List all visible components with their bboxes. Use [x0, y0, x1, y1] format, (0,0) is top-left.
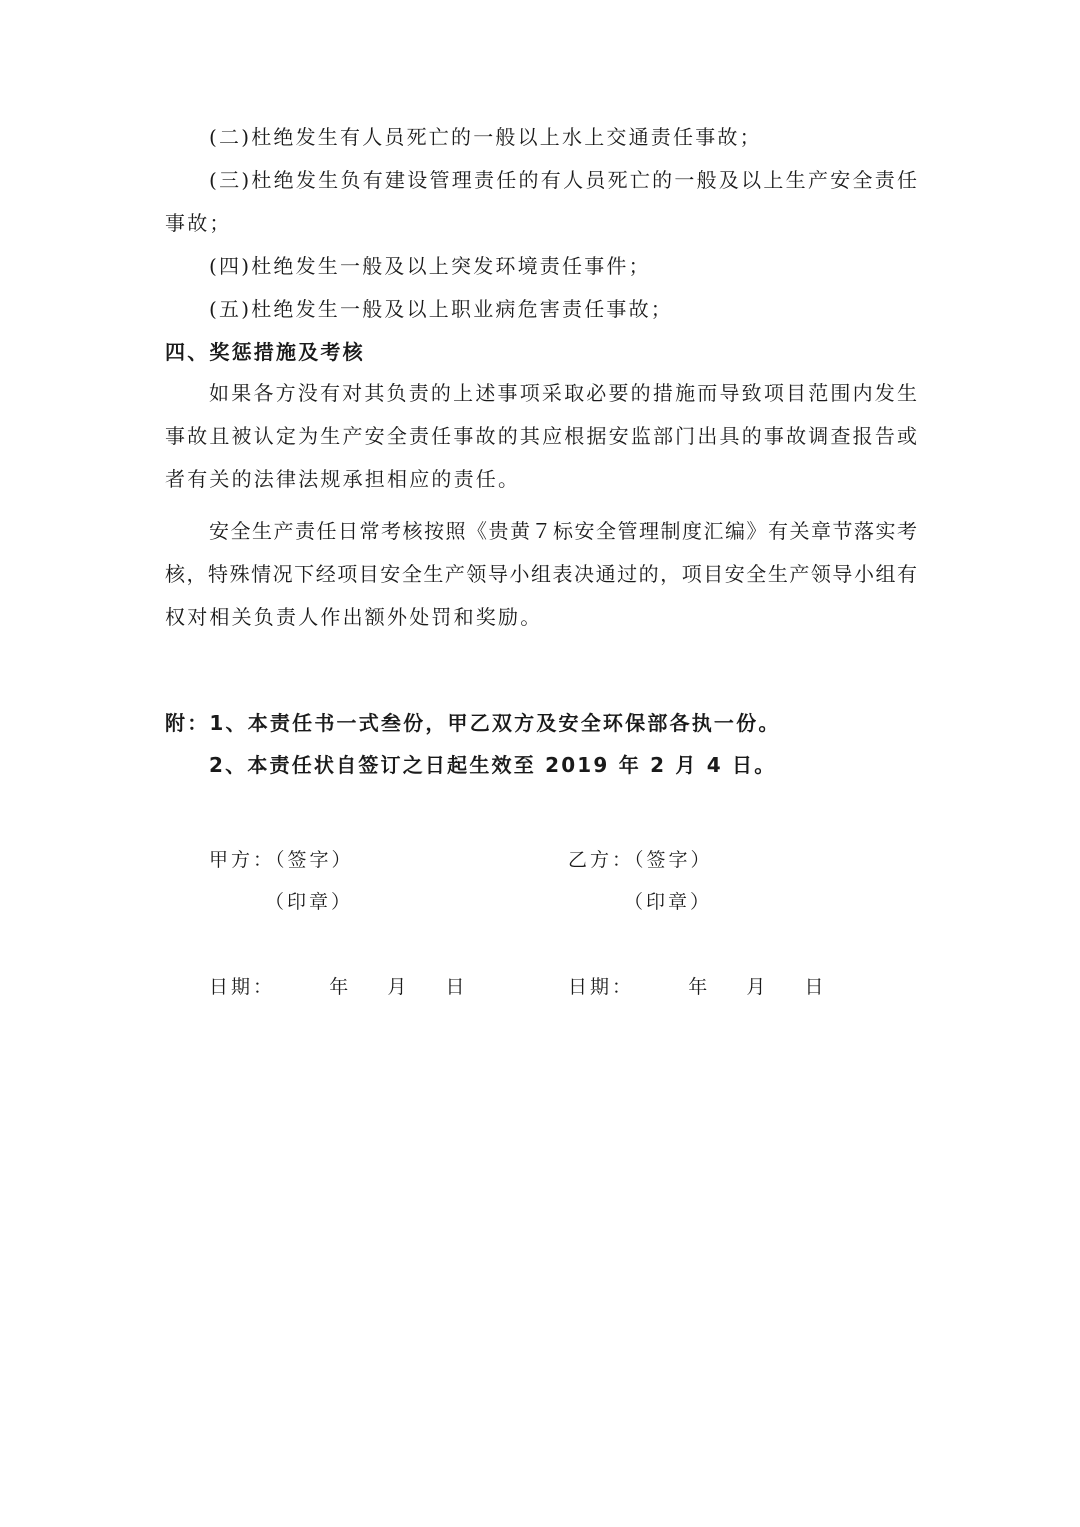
- item-5-text: (五)杜绝发生一般及以上职业病危害责任事故；: [209, 297, 674, 321]
- section-4-para1-line3: 者有关的法律法规承担相应的责任。: [165, 467, 521, 491]
- section-4-para1-line2: 事故且被认定为生产安全责任事故的其应根据安监部门出具的事故调查报告或: [165, 424, 917, 448]
- appendix-note-1: 附：1、本责任书一式叁份，甲乙双方及安全环保部各执一份。: [165, 711, 781, 735]
- item-3-text-line2: 事故；: [165, 211, 232, 235]
- section-4-para1-line1: 如果各方没有对其负责的上述事项采取必要的措施而导致项目范围内发生: [209, 381, 917, 405]
- section-4-heading: 四、奖惩措施及考核: [165, 340, 365, 364]
- section-4-para2-line2: 核，特殊情况下经项目安全生产领导小组表决通过的，项目安全生产领导小组有: [165, 562, 917, 586]
- appendix-note-2: 2、本责任状自签订之日起生效至 2019 年 2 月 4 日。: [209, 753, 777, 777]
- party-b-seal-label: （印章）: [624, 891, 713, 913]
- section-4-para2-line3: 权对相关负责人作出额外处罚和奖励。: [165, 605, 543, 629]
- section-4-para2-line1: 安全生产责任日常考核按照《贵黄７标安全管理制度汇编》有关章节落实考: [209, 519, 917, 543]
- item-3-text-line1: (三)杜绝发生负有建设管理责任的有人员死亡的一般及以上生产安全责任: [209, 168, 917, 192]
- party-a-seal-label: （印章）: [265, 891, 354, 913]
- party-b-signature-label: 乙方：（签字）: [568, 849, 713, 871]
- party-b-date-line: 日期： 年 月 日: [568, 976, 827, 998]
- item-4-text: (四)杜绝发生一般及以上突发环境责任事件；: [209, 254, 651, 278]
- item-2-text: (二)杜绝发生有人员死亡的一般以上水上交通责任事故；: [209, 125, 762, 149]
- party-a-signature-label: 甲方：（签字）: [209, 849, 354, 871]
- party-a-date-line: 日期： 年 月 日: [209, 976, 468, 998]
